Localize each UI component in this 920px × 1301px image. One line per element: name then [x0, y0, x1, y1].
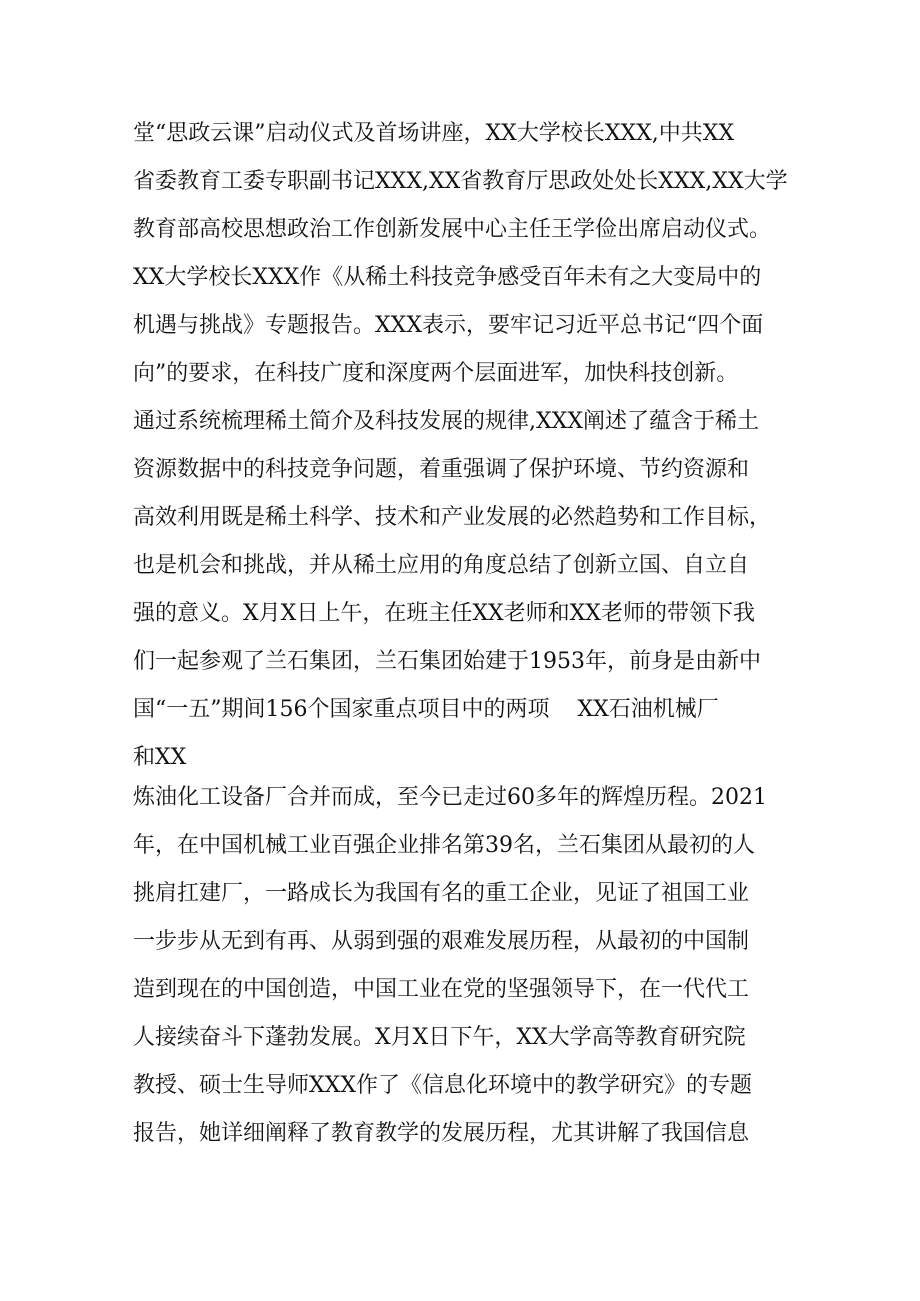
text-line: 一步步从无到有再、从弱到强的艰难发展历程，从最初的中国制 — [133, 929, 750, 954]
text-line: 国“一五”期间156个国家重点项目中的两项 XX石油机械厂 — [133, 697, 719, 722]
text-line: 省委教育工委专职副书记XXX,XX省教育厅思政处处长XXX,XX大学 — [133, 169, 788, 194]
text-line: 挑肩扛建厂，一路成长为我国有名的重工企业，见证了祖国工业 — [133, 881, 750, 906]
text-line: 堂“思政云课”启动仪式及首场讲座，XX大学校长XXX,中共XX — [133, 121, 735, 146]
text-line: 教育部高校思想政治工作创新发展中心主任王学俭出席启动仪式。 — [133, 217, 772, 242]
text-line: 也是机会和挑战，并从稀土应用的角度总结了创新立国、自立自 — [133, 553, 750, 578]
text-line: 通过系统梳理稀土简介及科技发展的规律,XXX阐述了蕴含于稀土 — [133, 409, 759, 434]
text-line: 资源数据中的科技竞争问题，着重强调了保护环境、节约资源和 — [133, 457, 750, 482]
text-line: 们一起参观了兰石集团，兰石集团始建于1953年，前身是由新中 — [133, 649, 761, 674]
text-line: 造到现在的中国创造，中国工业在党的坚强领导下，在一代代工 — [133, 977, 750, 1002]
paragraph-1 — [133, 110, 798, 782]
text-line: XX大学校长XXX作《从稀土科技竞争感受百年未有之大变局中的 — [133, 265, 762, 290]
text-line: 报告，她详细阐释了教育教学的发展历程，尤其讲解了我国信息 — [133, 1121, 750, 1146]
text-line: 炼油化工设备厂合并而成，至今已走过60多年的辉煌历程。2021 — [133, 785, 767, 810]
text-line: 人接续奋斗下蓬勃发展。X月X日下午，XX大学高等教育研究院 — [133, 1025, 746, 1050]
text-line: 强的意义。X月X日上午，在班主任XX老师和XX老师的带领下我 — [133, 601, 755, 626]
text-line: 高效利用既是稀土科学、技术和产业发展的必然趋势和工作目标， — [133, 505, 772, 530]
text-line: 年，在中国机械工业百强企业排名第39名，兰石集团从最初的人 — [133, 833, 755, 858]
text-line: 教授、硕士生导师XXX作了《信息化环境中的教学研究》的专题 — [133, 1073, 752, 1098]
text-line: 和XX — [133, 745, 187, 770]
text-line: 向”的要求，在科技广度和深度两个层面进军，加快科技创新。 — [133, 361, 739, 386]
text-line: 机遇与挑战》专题报告。XXX表示，要牢记习近平总书记“四个面 — [133, 313, 764, 338]
paragraph-2 — [133, 774, 798, 1158]
